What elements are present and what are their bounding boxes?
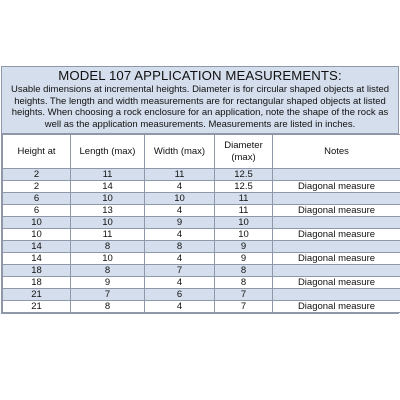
cell-length: 10 [71,253,145,265]
cell-notes [273,265,400,277]
column-header-row [3,135,400,169]
cell-width: 7 [145,265,215,277]
cell-width: 4 [145,301,215,313]
column-header-notes: Notes [273,135,400,169]
cell-notes [273,289,400,301]
table-row [3,229,400,241]
cell-diameter: 10 [215,229,273,241]
column-header-length: Length (max) [71,135,145,169]
cell-width: 4 [145,253,215,265]
page-title: MODEL 107 APPLICATION MEASUREMENTS: [58,68,342,83]
cell-length: 9 [71,277,145,289]
cell-notes [273,193,400,205]
table-header-section [2,67,398,134]
cell-diameter: 9 [215,241,273,253]
table-body [3,169,400,313]
cell-length: 7 [71,289,145,301]
cell-height: 18 [3,277,71,289]
cell-diameter: 10 [215,217,273,229]
cell-diameter: 7 [215,289,273,301]
cell-width: 9 [145,217,215,229]
cell-width: 4 [145,229,215,241]
cell-length: 8 [71,265,145,277]
cell-diameter: 8 [215,277,273,289]
cell-height: 14 [3,241,71,253]
cell-notes: Diagonal measure [273,205,400,217]
cell-height: 2 [3,181,71,193]
cell-length: 13 [71,205,145,217]
table-row [3,241,400,253]
cell-length: 8 [71,241,145,253]
cell-diameter: 9 [215,253,273,265]
table-row [3,205,400,217]
table-row [3,193,400,205]
cell-width: 4 [145,205,215,217]
cell-notes: Diagonal measure [273,181,400,193]
cell-length: 10 [71,193,145,205]
cell-length: 11 [71,229,145,241]
table-row [3,169,400,181]
cell-height: 14 [3,253,71,265]
cell-height: 10 [3,229,71,241]
cell-width: 10 [145,193,215,205]
description-text: Usable dimensions at incremental heights. Diameter is for circular shaped objects at listed heights. The length and width measurements are for rectangular shaped objects at listed heights. When choosing a rock enclosure for an application, note the shape of the rock as well as the application measurements. Measurements are listed in inches. [10,84,390,130]
cell-notes: Diagonal measure [273,301,400,313]
column-header-width: Width (max) [145,135,215,169]
cell-width: 8 [145,241,215,253]
table-row [3,181,400,193]
cell-diameter: 11 [215,205,273,217]
measurements-table [2,134,400,313]
cell-diameter: 7 [215,301,273,313]
cell-diameter: 12.5 [215,181,273,193]
cell-notes [273,241,400,253]
cell-notes [273,169,400,181]
cell-notes: Diagonal measure [273,229,400,241]
table-row [3,277,400,289]
cell-height: 21 [3,289,71,301]
cell-notes: Diagonal measure [273,277,400,289]
cell-height: 6 [3,205,71,217]
table-row [3,253,400,265]
cell-width: 4 [145,277,215,289]
cell-height: 10 [3,217,71,229]
cell-diameter: 11 [215,193,273,205]
table-row [3,265,400,277]
cell-length: 11 [71,169,145,181]
table-row [3,217,400,229]
cell-width: 6 [145,289,215,301]
cell-notes: Diagonal measure [273,253,400,265]
table-head [3,135,400,169]
cell-diameter: 8 [215,265,273,277]
table-row [3,289,400,301]
column-header-height: Height at [3,135,71,169]
cell-width: 4 [145,181,215,193]
cell-length: 10 [71,217,145,229]
measurements-card [1,66,399,314]
cell-height: 6 [3,193,71,205]
cell-height: 2 [3,169,71,181]
table-row [3,301,400,313]
cell-notes [273,217,400,229]
cell-diameter: 12.5 [215,169,273,181]
cell-height: 18 [3,265,71,277]
cell-width: 11 [145,169,215,181]
cell-length: 14 [71,181,145,193]
cell-length: 8 [71,301,145,313]
column-header-diameter: Diameter (max) [215,135,273,169]
cell-height: 21 [3,301,71,313]
